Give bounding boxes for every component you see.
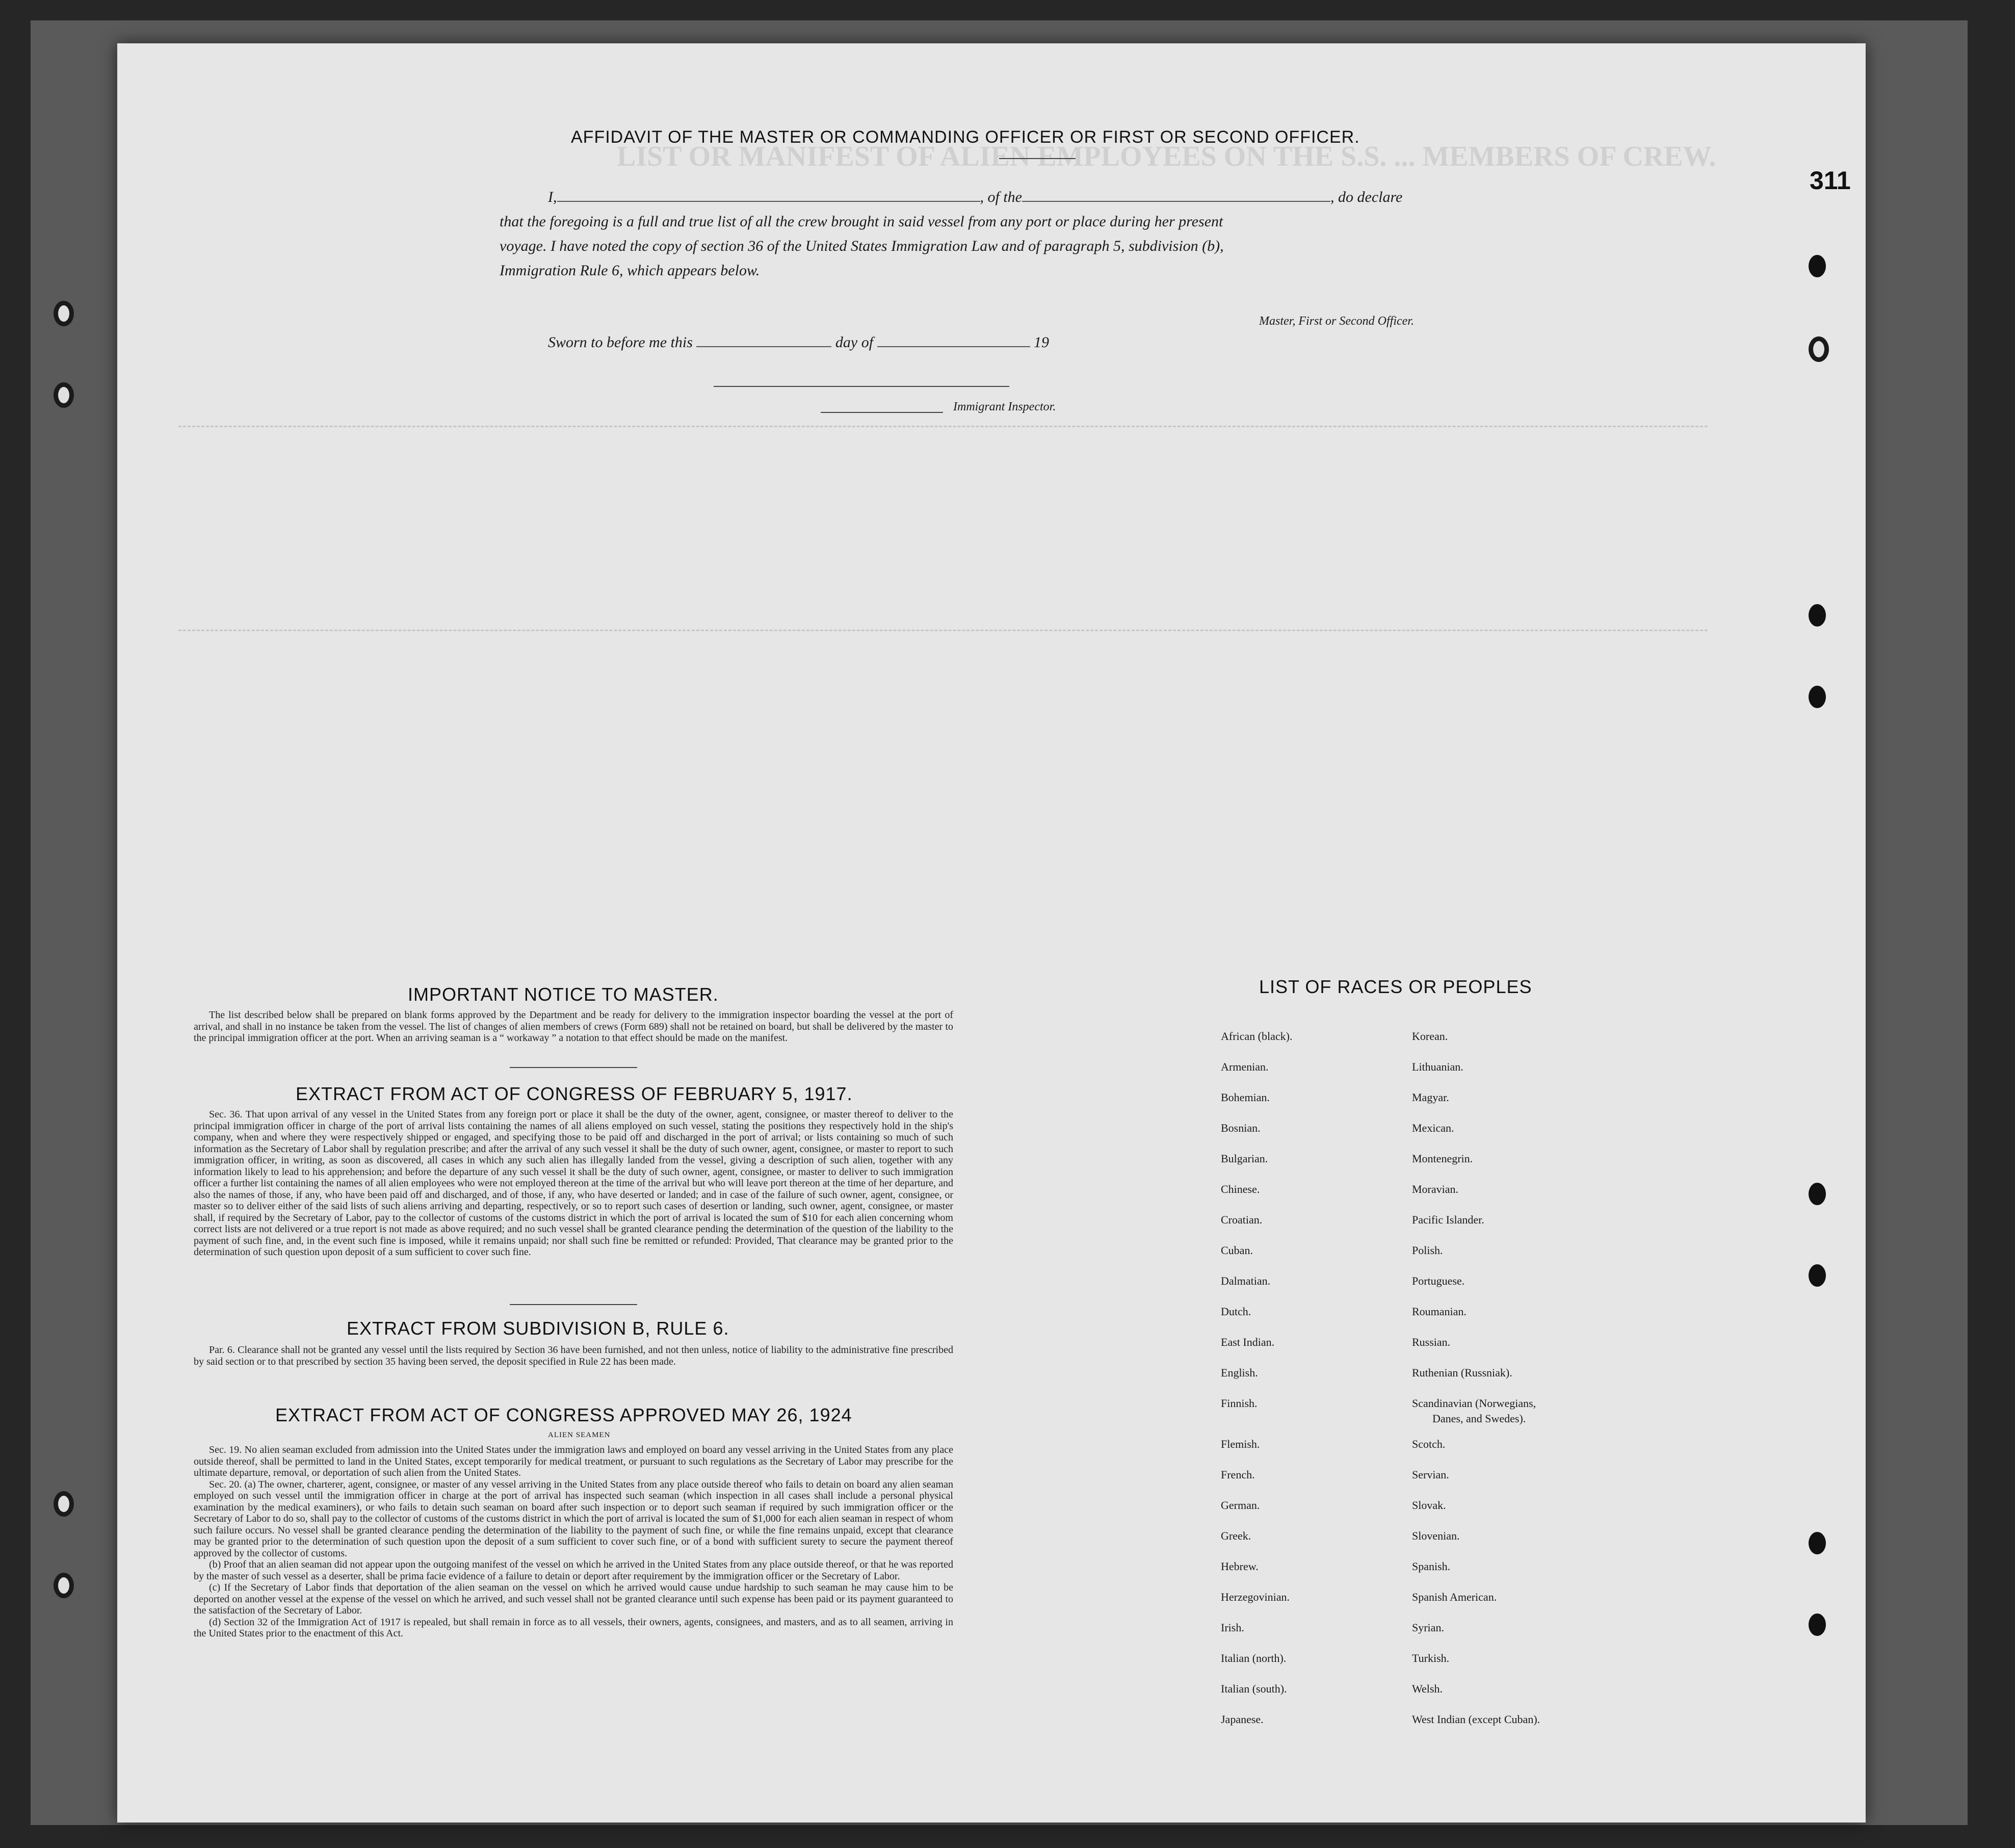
race-item: Slovenian. <box>1412 1529 1460 1542</box>
binder-hole <box>1809 255 1826 277</box>
race-item: Bulgarian. <box>1221 1152 1268 1165</box>
extract-rule6-title: EXTRACT FROM SUBDIVISION B, RULE 6. <box>347 1318 729 1339</box>
notice-body <box>194 1009 953 1044</box>
race-item: Ruthenian (Russniak). <box>1412 1366 1512 1379</box>
race-item: Roumanian. <box>1412 1305 1467 1318</box>
binder-hole <box>1809 1183 1826 1205</box>
vessel-blank <box>1022 201 1330 202</box>
year-text: 19 <box>1034 334 1050 351</box>
race-item: Croatian. <box>1221 1213 1263 1226</box>
inspector-blank-line <box>821 412 943 413</box>
extract-1917-paragraph: Sec. 36. That upon arrival of any vessel in the United States from any foreign port or place it shall be the duty of the owner, agent, consignee, or master thereof to deliver to the principal immigration officer in charge of the port of arrival lists containing the names of all aliens employed on such vessel, stating the positions they respectively hold in the ship's company, when and where they were respectively shipped or engaged, and specifying those to be paid off and discharged in the port of arrival; or lists containing so much of such information as the Secretary of Labor shall by regulation prescribe; and after the arrival of any such vessel it shall be the duty of such owner, agent, consignee, or master to report to such immigration officer, in writing, as soon as discovered, all cases in which any such alien has illegally landed from the vessel, giving a description of such alien, together with any information likely to lead to his apprehension; and before the departure of any such vessel it shall be the duty of such owner, agent, consignee, or master to deliver to such immigration officer a further list containing the names of all alien employees who were not employed thereon at the time of the arrival but who will leave port thereon at the time of her departure, and also the names of those, if any, who have been paid off and discharged, and of those, if any, who have deserted or landed; and in case of the failure of such owner, agent, consignee, or master so to deliver either of the said lists of such aliens arriving and departing, respectively, or so to report such cases of desertion or landing, such owner, agent, consignee, or master shall, if required by the Secretary of Labor, pay to the collector of customs of the customs district in which the port of arrival is located the sum of $10 for each alien concerning whom correct lists are not delivered or a true report is not made as above required; and no such vessel shall be granted clearance pending the determination of the question of the liability to the payment of such fine, and, in the event such fine is imposed, while it remains unpaid; nor shall such fine be remitted or refunded: Provided, That clearance may be granted prior to the determination of such question upon deposit of a sum sufficient to cover such fine. <box>194 1109 953 1258</box>
race-item: English. <box>1221 1366 1258 1379</box>
race-item: Welsh. <box>1412 1682 1443 1695</box>
race-item: Scotch. <box>1412 1438 1446 1450</box>
race-item: Moravian. <box>1412 1183 1459 1195</box>
ghost-rule <box>178 630 1708 631</box>
sworn-text: Sworn to before me this <box>548 334 693 351</box>
race-item: Bosnian. <box>1221 1122 1261 1134</box>
section-rule <box>510 1304 637 1305</box>
race-item: Italian (south). <box>1221 1682 1287 1695</box>
race-item: Finnish. <box>1221 1397 1258 1410</box>
race-item: Magyar. <box>1412 1091 1449 1104</box>
binder-hole <box>1809 604 1826 627</box>
inspector-caption: Immigrant Inspector. <box>953 400 1056 413</box>
extract-1917-body <box>194 1109 953 1258</box>
affidavit-i: I, <box>548 189 557 205</box>
sworn-line <box>548 334 1049 351</box>
binder-hole <box>1809 686 1826 708</box>
race-item: Spanish American. <box>1412 1591 1497 1603</box>
race-item: Russian. <box>1412 1336 1451 1348</box>
race-item: Chinese. <box>1221 1183 1260 1195</box>
race-item: Scandinavian (Norwegians, <box>1412 1397 1536 1410</box>
extract-1924-title: EXTRACT FROM ACT OF CONGRESS APPROVED MAY 26, 1924 <box>275 1404 852 1425</box>
section-rule <box>510 1067 637 1068</box>
binder-hole <box>1809 1264 1826 1287</box>
race-item: African (black). <box>1221 1030 1293 1043</box>
race-item: Portuguese. <box>1412 1274 1465 1287</box>
binder-hole <box>54 1491 74 1517</box>
race-item: Hebrew. <box>1221 1560 1259 1573</box>
race-item: Armenian. <box>1221 1060 1269 1073</box>
race-item: Herzegovinian. <box>1221 1591 1290 1603</box>
ghost-rule <box>178 426 1708 427</box>
affidavit-line-1 <box>548 189 1402 206</box>
notice-paragraph: The list described below shall be prepared on blank forms approved by the Department and be ready for delivery to the immigration inspector boarding the vessel at the port of arrival, and shall in no instance be taken from the vessel. The list of changes of alien members of crews (Form 689) shall not be retained on board, but shall be delivered by the master to the principal immigration officer at the port. When an arriving seaman is a “ workaway ” a notation to that effect should be made on the manifest. <box>194 1009 953 1044</box>
race-item: Montenegrin. <box>1412 1152 1473 1165</box>
race-item: Greek. <box>1221 1529 1251 1542</box>
name-blank <box>557 201 980 202</box>
affidavit-of-the: , of the <box>980 189 1022 205</box>
day-blank <box>696 346 831 347</box>
binder-hole <box>1809 1532 1826 1554</box>
race-item: West Indian (except Cuban). <box>1412 1713 1540 1726</box>
race-item: Mexican. <box>1412 1122 1454 1134</box>
race-item: Japanese. <box>1221 1713 1264 1726</box>
inspector-signature-line <box>714 386 1009 387</box>
affidavit-line-4: Immigration Rule 6, which appears below. <box>500 262 760 279</box>
race-item: Slovak. <box>1412 1499 1446 1512</box>
document-page <box>117 43 1866 1823</box>
month-blank <box>877 346 1030 347</box>
notice-title: IMPORTANT NOTICE TO MASTER. <box>408 984 719 1005</box>
binder-hole <box>54 382 74 408</box>
race-item: Bohemian. <box>1221 1091 1270 1104</box>
affidavit-declare: , do declare <box>1330 189 1403 205</box>
affidavit-title: AFFIDAVIT OF THE MASTER OR COMMANDING OFFICER OR FIRST OR SECOND OFFICER. <box>571 127 1360 147</box>
race-item: East Indian. <box>1221 1336 1275 1348</box>
extract-1924-body <box>194 1444 953 1639</box>
extract-rule6-paragraph: Par. 6. Clearance shall not be granted any vessel until the lists required by Section 36 have been furnished, and not then unless, notice of liability to the administrative fine prescribed by said section or to that prescribed by section 35 having been served, the deposit specified in Rule 22 has been made. <box>194 1344 953 1367</box>
race-item: Polish. <box>1412 1244 1443 1257</box>
binder-hole <box>1809 336 1829 362</box>
extract-1924-sec20b: (b) Proof that an alien seaman did not appear upon the outgoing manifest of the vessel on which he arrived in the United States from any place outside thereof, or that he was reported by the master of such vessel as a deserter, shall be prima facie evidence of a failure to detain or deport after requirement by the immigration officer or the Secretary of Labor. <box>194 1559 953 1582</box>
extract-1917-title: EXTRACT FROM ACT OF CONGRESS OF FEBRUARY 5, 1917. <box>296 1083 853 1104</box>
race-item: French. <box>1221 1468 1255 1481</box>
race-item: Korean. <box>1412 1030 1448 1043</box>
extract-1924-sec20d: (d) Section 32 of the Immigration Act of 1917 is repealed, but shall remain in force as to all vessels, their owners, agents, consignees, and masters, and as to all seamen, arriving in the United States prior to the enactment of this Act. <box>194 1616 953 1639</box>
title-rule <box>999 158 1076 159</box>
extract-rule6-body <box>194 1344 953 1367</box>
affidavit-line-3: voyage. I have noted the copy of section 36 of the United States Immigration Law and of paragraph 5, subdivision (b), <box>500 238 1224 254</box>
race-item: Italian (north). <box>1221 1652 1287 1664</box>
extract-1924-sec20c: (c) If the Secretary of Labor finds that deportation of the alien seaman on the vessel on which he arrived would cause undue hardship to such seaman he may cause him to be deported on another vessel at the expense of the vessel on which he arrived, and such vessel shall not be granted clearance until such expense has been paid or its payment guaranteed to the satisfaction of the Secretary of Labor. <box>194 1582 953 1616</box>
extract-1924-sec20a: Sec. 20. (a) The owner, charterer, agent, consignee, or master of any vessel arriving in the United States from any place outside thereof who fails to detain on board any alien seaman employed on such vessel until the immigration officer in charge at the port of arrival has inspected such seaman (which inspection in all cases shall include a personal physical examination by the medical examiners), or who fails to detain such seaman on board after such inspection or to deport such seaman if required by such immigration officer or the Secretary of Labor to do so, shall pay to the collector of customs of the customs district in which the port of arrival is located the sum of $1,000 for each alien seaman in respect of whom such failure occurs. No vessel shall be granted clearance pending the determination of the liability to the payment of such fine, or while the fine remains unpaid, except that clearance may be granted prior to the determination of such question upon the deposit of a sum sufficient to cover such fine, or of a bond with sufficient surety to secure the payment thereof approved by the collector of customs. <box>194 1478 953 1559</box>
race-item: Dutch. <box>1221 1305 1251 1318</box>
signature-caption: Master, First or Second Officer. <box>1259 315 1414 328</box>
race-item: Spanish. <box>1412 1560 1451 1573</box>
race-item: German. <box>1221 1499 1260 1512</box>
races-title: LIST OF RACES OR PEOPLES <box>1259 976 1532 997</box>
race-item: Danes, and Swedes). <box>1432 1412 1526 1425</box>
extract-1924-subtitle: ALIEN SEAMEN <box>548 1431 611 1439</box>
extract-1924-sec19: Sec. 19. No alien seaman excluded from admission into the United States under the immigration laws and employed on board any vessel arriving in the United States from any place outside thereof, shall be permitted to land in the United States, except temporarily for medical treatment, or pursuant to such regulations as the Secretary of Labor may prescribe for the ultimate departure, removal, or deportation of such alien from the United States. <box>194 1444 953 1478</box>
race-item: Irish. <box>1221 1621 1244 1634</box>
race-item: Syrian. <box>1412 1621 1444 1634</box>
binder-hole <box>54 1573 74 1598</box>
binder-hole <box>1809 1613 1826 1636</box>
race-item: Flemish. <box>1221 1438 1260 1450</box>
page-number-right: 311 <box>1810 166 1851 195</box>
race-item: Dalmatian. <box>1221 1274 1271 1287</box>
race-item: Lithuanian. <box>1412 1060 1463 1073</box>
binder-hole <box>54 301 74 326</box>
bleed-through-header: LIST OR MANIFEST OF ALIEN EMPLOYEES ON THE S.S. ... MEMBERS OF CREW. <box>617 141 1716 172</box>
race-item: Cuban. <box>1221 1244 1253 1257</box>
race-item: Turkish. <box>1412 1652 1450 1664</box>
race-item: Pacific Islander. <box>1412 1213 1484 1226</box>
affidavit-line-2: that the foregoing is a full and true list of all the crew brought in said vessel from any port or place during her present <box>500 213 1223 230</box>
day-of-text: day of <box>835 334 874 351</box>
race-item: Servian. <box>1412 1468 1449 1481</box>
